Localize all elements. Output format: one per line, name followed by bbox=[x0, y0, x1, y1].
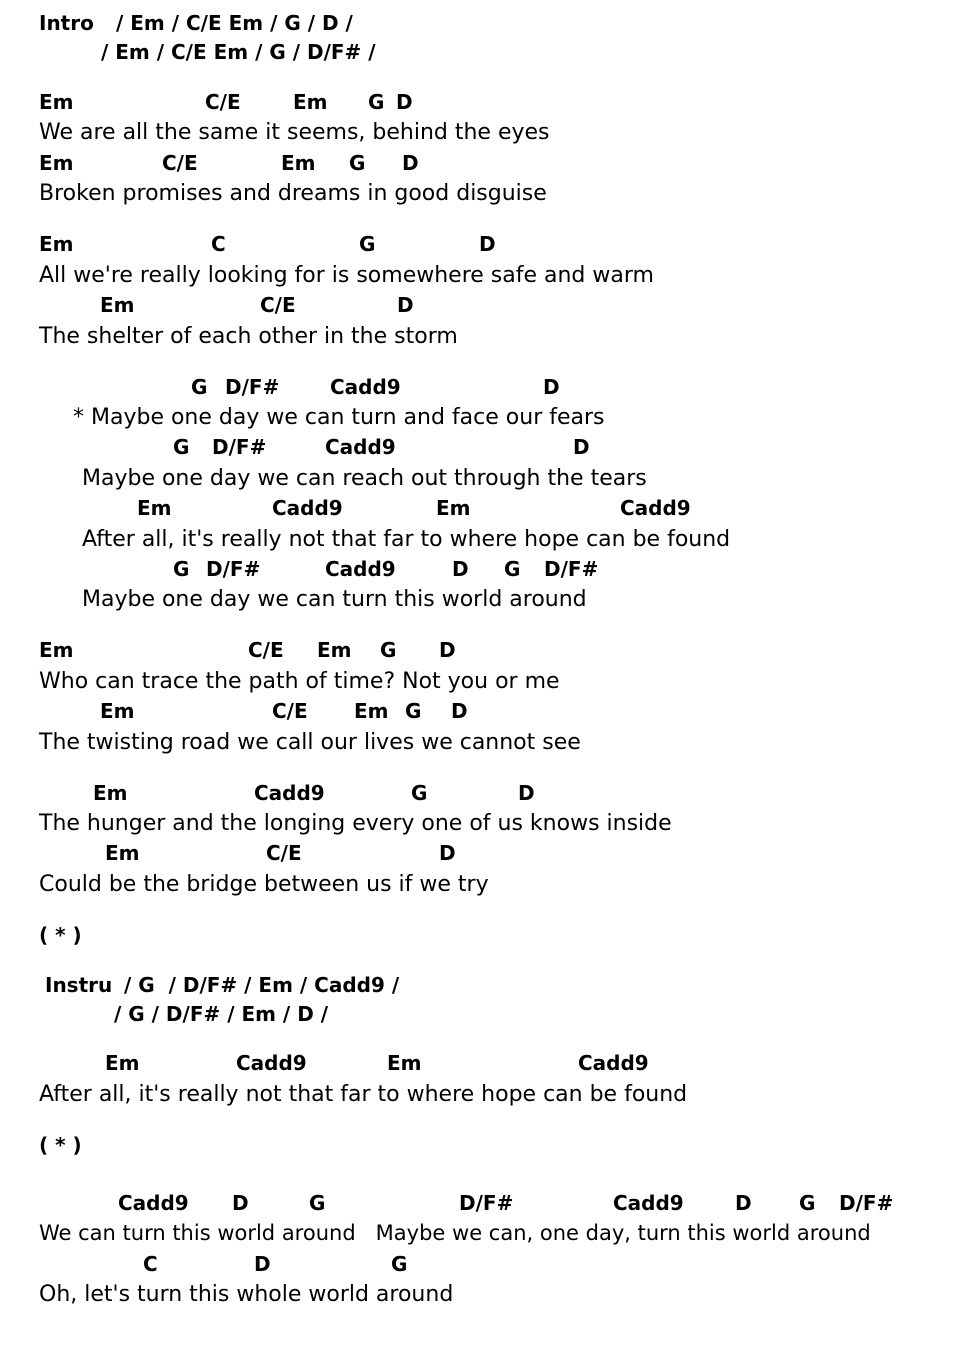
chord: Em bbox=[105, 1051, 140, 1075]
lyric-line: Could be the bridge between us if we try bbox=[39, 872, 489, 897]
chord: G bbox=[173, 557, 190, 581]
lyric-line: Oh, let's turn this whole world around bbox=[39, 1282, 454, 1307]
chord: D/F# bbox=[544, 557, 599, 581]
chord: D bbox=[451, 699, 468, 723]
instru-chords-1: / G / D/F# / Em / Cadd9 / bbox=[124, 973, 400, 997]
chord: G bbox=[349, 151, 366, 175]
chord: D bbox=[439, 841, 456, 865]
lyric-line: We can turn this world around Maybe we can, one day, turn this world around bbox=[39, 1221, 871, 1245]
lyric-line: After all, it's really not that far to where hope can be found bbox=[39, 1082, 688, 1107]
chord: Em bbox=[100, 293, 135, 317]
chord: Cadd9 bbox=[613, 1191, 684, 1215]
chord: Em bbox=[281, 151, 316, 175]
chord: Cadd9 bbox=[272, 496, 343, 520]
chord: D bbox=[735, 1191, 752, 1215]
chord: D bbox=[543, 375, 560, 399]
repeat-marker: ( * ) bbox=[39, 923, 82, 947]
chord: D bbox=[479, 232, 496, 256]
chord: G bbox=[368, 90, 385, 114]
chord: Em bbox=[39, 151, 74, 175]
chord: Cadd9 bbox=[254, 781, 325, 805]
chord: Cadd9 bbox=[325, 435, 396, 459]
chord: D bbox=[439, 638, 456, 662]
chord: G bbox=[191, 375, 208, 399]
chord: D/F# bbox=[839, 1191, 894, 1215]
chord: D bbox=[452, 557, 469, 581]
chord: G bbox=[411, 781, 428, 805]
lyric-line: Who can trace the path of time? Not you or me bbox=[39, 669, 560, 694]
chord: Em bbox=[137, 496, 172, 520]
chord: D bbox=[573, 435, 590, 459]
chord: Cadd9 bbox=[578, 1051, 649, 1075]
repeat-marker: ( * ) bbox=[39, 1133, 82, 1157]
chord: Em bbox=[39, 638, 74, 662]
instru-label: Instru bbox=[45, 973, 113, 997]
chord: Em bbox=[105, 841, 140, 865]
intro-chords-1: / Em / C/E Em / G / D / bbox=[116, 11, 353, 35]
chord: D bbox=[402, 151, 419, 175]
chord: Em bbox=[293, 90, 328, 114]
chord: G bbox=[309, 1191, 326, 1215]
chord: C bbox=[143, 1252, 158, 1276]
chord: G bbox=[405, 699, 422, 723]
chord: D/F# bbox=[225, 375, 280, 399]
chord: Cadd9 bbox=[330, 375, 401, 399]
chord: C/E bbox=[162, 151, 198, 175]
lyric-line: After all, it's really not that far to where hope can be found bbox=[82, 527, 731, 552]
chord: C/E bbox=[248, 638, 284, 662]
chord: Cadd9 bbox=[325, 557, 396, 581]
chord: Em bbox=[387, 1051, 422, 1075]
chord: D bbox=[396, 90, 413, 114]
chord: Em bbox=[93, 781, 128, 805]
lyric-line: We are all the same it seems, behind the eyes bbox=[39, 120, 550, 145]
chord: D bbox=[254, 1252, 271, 1276]
chord: D/F# bbox=[206, 557, 261, 581]
chord: G bbox=[173, 435, 190, 459]
lyric-line: The twisting road we call our lives we cannot see bbox=[39, 730, 581, 755]
chord: C bbox=[211, 232, 226, 256]
intro-label: Intro bbox=[39, 11, 94, 35]
chord: Cadd9 bbox=[620, 496, 691, 520]
chord: D/F# bbox=[459, 1191, 514, 1215]
chord: D bbox=[397, 293, 414, 317]
lyric-line: * Maybe one day we can turn and face our fears bbox=[73, 405, 605, 430]
chord: G bbox=[380, 638, 397, 662]
chord: C/E bbox=[260, 293, 296, 317]
chord: C/E bbox=[272, 699, 308, 723]
lyric-line: Maybe one day we can turn this world around bbox=[82, 587, 587, 612]
chord: G bbox=[359, 232, 376, 256]
chord: Em bbox=[39, 90, 74, 114]
chord: Em bbox=[317, 638, 352, 662]
instru-chords-2: / G / D/F# / Em / D / bbox=[114, 1002, 329, 1026]
lyric-line: The shelter of each other in the storm bbox=[39, 324, 458, 349]
chord: Cadd9 bbox=[236, 1051, 307, 1075]
chord: Em bbox=[100, 699, 135, 723]
chord: C/E bbox=[205, 90, 241, 114]
intro-chords-2: / Em / C/E Em / G / D/F# / bbox=[101, 40, 376, 64]
lyric-line: The hunger and the longing every one of us knows inside bbox=[39, 811, 672, 836]
chord: C/E bbox=[266, 841, 302, 865]
chord: D bbox=[232, 1191, 249, 1215]
chord: G bbox=[799, 1191, 816, 1215]
chord: D/F# bbox=[212, 435, 267, 459]
chord: Em bbox=[354, 699, 389, 723]
lyric-line: Broken promises and dreams in good disguise bbox=[39, 181, 547, 206]
chord: Cadd9 bbox=[118, 1191, 189, 1215]
chord: D bbox=[518, 781, 535, 805]
chord: Em bbox=[436, 496, 471, 520]
lyric-line: Maybe one day we can reach out through the tears bbox=[82, 466, 647, 491]
chord: Em bbox=[39, 232, 74, 256]
chord: G bbox=[391, 1252, 408, 1276]
lyric-line: All we're really looking for is somewhere safe and warm bbox=[39, 263, 654, 288]
chord: G bbox=[504, 557, 521, 581]
